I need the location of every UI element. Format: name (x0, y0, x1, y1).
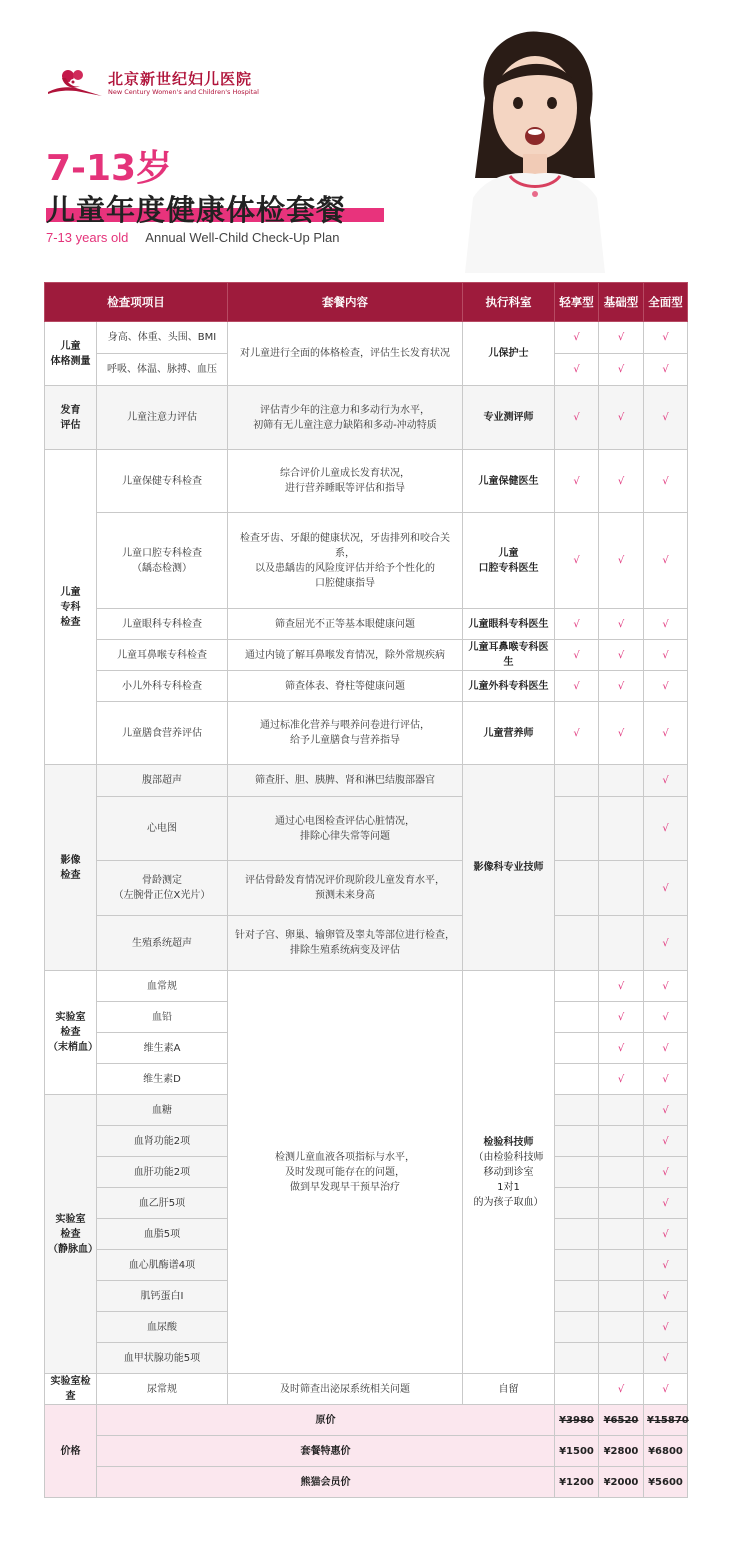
check-full-icon: √ (644, 1033, 688, 1064)
item-name: 尿常规 (97, 1374, 228, 1405)
check-full-icon: √ (644, 1126, 688, 1157)
category-lab-finger: 实验室 检查 （末梢血） (45, 971, 97, 1095)
category-lab-vein: 实验室 检查 （静脉血） (45, 1095, 97, 1374)
item-desc: 检测儿童血液各项指标与水平， 及时发现可能存在的问题， 做到早发现早干预早治疗 (228, 971, 463, 1374)
subtitle (46, 230, 339, 245)
table-row (45, 671, 688, 702)
table-row (45, 765, 688, 797)
table-row (45, 797, 688, 861)
check-light-icon: √ (555, 513, 599, 609)
empty-light (555, 1374, 599, 1405)
check-basic-icon: √ (599, 640, 644, 671)
table-row (45, 971, 688, 1002)
check-full-icon: √ (644, 609, 688, 640)
price-light: ¥1500 (555, 1436, 599, 1467)
item-name: 呼吸、体温、脉搏、血压 (97, 354, 228, 386)
item-desc: 筛查肝、胆、胰脾、肾和淋巴结腹部器官 (228, 765, 463, 797)
item-desc: 及时筛查出泌尿系统相关问题 (228, 1374, 463, 1405)
item-name: 生殖系统超声 (97, 916, 228, 971)
item-name: 血铅 (97, 1002, 228, 1033)
check-full-icon: √ (644, 702, 688, 765)
item-dept (463, 971, 555, 1374)
empty-light (555, 1095, 599, 1126)
item-desc: 综合评价儿童成长发育状况， 进行营养睡眠等评估和指导 (228, 450, 463, 513)
item-name: 儿童耳鼻喉专科检查 (97, 640, 228, 671)
check-full-icon: √ (644, 513, 688, 609)
empty-light (555, 1219, 599, 1250)
item-dept: 儿童 口腔专科医生 (463, 513, 555, 609)
item-desc: 通过心电图检查评估心脏情况， 排除心律失常等问题 (228, 797, 463, 861)
item-name: 骨龄测定 （左腕骨正位X光片） (97, 861, 228, 916)
check-full-icon: √ (644, 450, 688, 513)
check-basic-icon: √ (599, 354, 644, 386)
check-light-icon: √ (555, 671, 599, 702)
header-item: 检查项项目 (45, 283, 228, 322)
check-light-icon: √ (555, 386, 599, 450)
empty-light (555, 1157, 599, 1188)
item-name: 血常规 (97, 971, 228, 1002)
item-name: 维生素A (97, 1033, 228, 1064)
check-full-icon: √ (644, 1250, 688, 1281)
category-price: 价格 (45, 1405, 97, 1498)
item-name: 儿童眼科专科检查 (97, 609, 228, 640)
item-dept: 儿童耳鼻喉专科医生 (463, 640, 555, 671)
empty-light (555, 1064, 599, 1095)
check-full-icon: √ (644, 1374, 688, 1405)
empty-basic (599, 1157, 644, 1188)
empty-basic (599, 916, 644, 971)
check-full-icon: √ (644, 671, 688, 702)
age-title: 7-13岁 (46, 148, 173, 189)
table-row (45, 1405, 688, 1436)
price-full: ¥6800 (644, 1436, 688, 1467)
check-basic-icon: √ (599, 513, 644, 609)
check-full-icon: √ (644, 916, 688, 971)
table-row (45, 1467, 688, 1498)
price-full: ¥15870 (644, 1405, 688, 1436)
empty-light (555, 861, 599, 916)
item-dept: 儿童保健医生 (463, 450, 555, 513)
check-full-icon: √ (644, 1343, 688, 1374)
item-name: 儿童口腔专科检查 （龋态检测） (97, 513, 228, 609)
check-full-icon: √ (644, 1281, 688, 1312)
subtitle-age: 7-13 years old (46, 230, 129, 245)
item-dept: 儿童眼科专科医生 (463, 609, 555, 640)
empty-basic (599, 797, 644, 861)
check-full-icon: √ (644, 322, 688, 354)
check-light-icon: √ (555, 702, 599, 765)
hospital-emblem-icon (46, 66, 104, 100)
check-full-icon: √ (644, 1002, 688, 1033)
item-name: 维生素D (97, 1064, 228, 1095)
item-desc: 评估青少年的注意力和多动行为水平， 初筛有无儿童注意力缺陷和多动-冲动特质 (228, 386, 463, 450)
item-name: 血尿酸 (97, 1312, 228, 1343)
child-photo (455, 28, 615, 273)
category-urine: 实验室检查 (45, 1374, 97, 1405)
check-basic-icon: √ (599, 1033, 644, 1064)
empty-basic (599, 861, 644, 916)
check-basic-icon: √ (599, 609, 644, 640)
empty-light (555, 1126, 599, 1157)
empty-light (555, 1343, 599, 1374)
category-special: 儿童 专科 检查 (45, 450, 97, 765)
empty-light (555, 971, 599, 1002)
check-full-icon: √ (644, 1219, 688, 1250)
check-light-icon: √ (555, 450, 599, 513)
price-label: 熊猫会员价 (97, 1467, 555, 1498)
check-full-icon: √ (644, 1064, 688, 1095)
check-full-icon: √ (644, 797, 688, 861)
table-row (45, 609, 688, 640)
price-label: 原价 (97, 1405, 555, 1436)
table-row (45, 861, 688, 916)
item-desc: 对儿童进行全面的体格检查，评估生长发育状况 (228, 322, 463, 386)
table-row (45, 1436, 688, 1467)
empty-light (555, 1033, 599, 1064)
check-basic-icon: √ (599, 322, 644, 354)
lab-dept-title: 检验科技师 (483, 1136, 534, 1148)
main-title-wrap (46, 188, 346, 229)
empty-basic (599, 1281, 644, 1312)
item-name: 儿童膳食营养评估 (97, 702, 228, 765)
item-desc: 通过标准化营养与喂养问卷进行评估， 给予儿童膳食与营养指导 (228, 702, 463, 765)
item-dept: 影像科专业技师 (463, 765, 555, 971)
check-light-icon: √ (555, 322, 599, 354)
check-basic-icon: √ (599, 1002, 644, 1033)
item-name: 血甲状腺功能5项 (97, 1343, 228, 1374)
empty-basic (599, 1095, 644, 1126)
item-name: 儿童保健专科检查 (97, 450, 228, 513)
check-full-icon: √ (644, 386, 688, 450)
price-light: ¥3980 (555, 1405, 599, 1436)
check-basic-icon: √ (599, 386, 644, 450)
check-basic-icon: √ (599, 450, 644, 513)
page-title: 儿童年度健康体检套餐 (46, 193, 347, 227)
header-basic: 基础型 (599, 283, 644, 322)
item-name: 血肝功能2项 (97, 1157, 228, 1188)
hospital-logo[interactable] (46, 66, 286, 102)
empty-basic (599, 1126, 644, 1157)
empty-basic (599, 765, 644, 797)
checkup-plan-table (44, 282, 688, 1498)
table-row (45, 386, 688, 450)
item-name: 身高、体重、头围、BMI (97, 322, 228, 354)
item-name: 血乙肝5项 (97, 1188, 228, 1219)
table-row (45, 1374, 688, 1405)
empty-light (555, 1188, 599, 1219)
price-basic: ¥6520 (599, 1405, 644, 1436)
table-row (45, 640, 688, 671)
check-full-icon: √ (644, 354, 688, 386)
item-desc: 筛查体表、脊柱等健康问题 (228, 671, 463, 702)
check-full-icon: √ (644, 765, 688, 797)
header (0, 0, 730, 280)
item-name: 腹部超声 (97, 765, 228, 797)
table-row (45, 916, 688, 971)
logo-name-en: New Century Women's and Children's Hospital (108, 88, 259, 96)
category-imaging: 影像 检查 (45, 765, 97, 971)
empty-light (555, 765, 599, 797)
table-header-row (45, 283, 688, 322)
item-name: 儿童注意力评估 (97, 386, 228, 450)
price-basic: ¥2000 (599, 1467, 644, 1498)
check-full-icon: √ (644, 861, 688, 916)
empty-basic (599, 1219, 644, 1250)
empty-light (555, 1250, 599, 1281)
table-row (45, 450, 688, 513)
check-light-icon: √ (555, 354, 599, 386)
check-basic-icon: √ (599, 1374, 644, 1405)
empty-basic (599, 1343, 644, 1374)
check-basic-icon: √ (599, 671, 644, 702)
check-light-icon: √ (555, 609, 599, 640)
empty-light (555, 797, 599, 861)
item-name: 血肾功能2项 (97, 1126, 228, 1157)
item-dept: 专业测评师 (463, 386, 555, 450)
price-light: ¥1200 (555, 1467, 599, 1498)
item-dept: 自留 (463, 1374, 555, 1405)
item-name: 小儿外科专科检查 (97, 671, 228, 702)
header-content: 套餐内容 (228, 283, 463, 322)
item-name: 血心肌酶谱4项 (97, 1250, 228, 1281)
item-desc: 筛查屈光不正等基本眼健康问题 (228, 609, 463, 640)
price-label: 套餐特惠价 (97, 1436, 555, 1467)
price-basic: ¥2800 (599, 1436, 644, 1467)
category-body: 儿童 体格测量 (45, 322, 97, 386)
check-full-icon: √ (644, 1157, 688, 1188)
subtitle-plan: Annual Well-Child Check-Up Plan (145, 230, 340, 245)
lab-dept-note: （由检验科技师 移动到诊室 1对1 的为孩子取血） (473, 1151, 544, 1208)
table-row (45, 702, 688, 765)
item-desc: 针对子宫、卵巢、输卵管及睾丸等部位进行检查， 排除生殖系统病变及评估 (228, 916, 463, 971)
check-full-icon: √ (644, 1312, 688, 1343)
price-full: ¥5600 (644, 1467, 688, 1498)
category-dev: 发育 评估 (45, 386, 97, 450)
table-row (45, 513, 688, 609)
check-basic-icon: √ (599, 1064, 644, 1095)
check-full-icon: √ (644, 640, 688, 671)
item-name: 血糖 (97, 1095, 228, 1126)
empty-basic (599, 1250, 644, 1281)
logo-name-cn: 北京新世纪妇儿医院 (108, 70, 253, 88)
check-basic-icon: √ (599, 702, 644, 765)
item-name: 心电图 (97, 797, 228, 861)
empty-light (555, 1281, 599, 1312)
header-full: 全面型 (644, 283, 688, 322)
check-light-icon: √ (555, 640, 599, 671)
empty-light (555, 916, 599, 971)
empty-basic (599, 1312, 644, 1343)
table-row (45, 322, 688, 354)
item-desc: 通过内镜了解耳鼻喉发育情况，除外常规疾病 (228, 640, 463, 671)
item-name: 血脂5项 (97, 1219, 228, 1250)
check-full-icon: √ (644, 1095, 688, 1126)
empty-light (555, 1312, 599, 1343)
item-desc: 评估骨龄发育情况评价现阶段儿童发育水平， 预测未来身高 (228, 861, 463, 916)
item-name: 肌钙蛋白I (97, 1281, 228, 1312)
check-basic-icon: √ (599, 971, 644, 1002)
item-dept: 儿童营养师 (463, 702, 555, 765)
item-dept: 儿童外科专科医生 (463, 671, 555, 702)
empty-basic (599, 1188, 644, 1219)
item-desc: 检查牙齿、牙龈的健康状况，牙齿排列和咬合关系， 以及患龋齿的风险度评估并给予个性化的 口腔健康指导 (228, 513, 463, 609)
check-full-icon: √ (644, 971, 688, 1002)
header-light: 轻享型 (555, 283, 599, 322)
item-dept: 儿保护士 (463, 322, 555, 386)
check-full-icon: √ (644, 1188, 688, 1219)
header-dept: 执行科室 (463, 283, 555, 322)
empty-light (555, 1002, 599, 1033)
